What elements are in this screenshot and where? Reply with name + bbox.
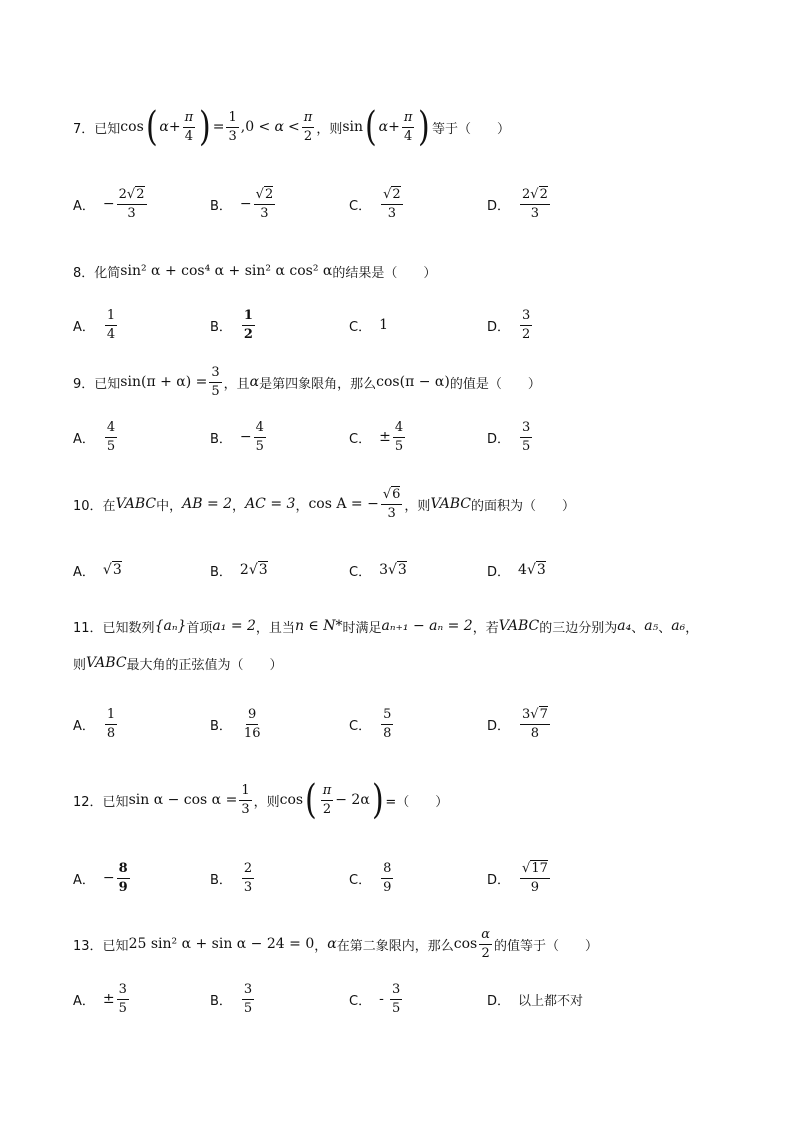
question-13-stem: 13． 已知 25 sin² α + sin α − 24 = 0 ， α 在第二象限内，那么 cos $\frac{\alpha}{2}$ 的值等于（ ） bbox=[73, 926, 598, 961]
option-c[interactable]: C． 1 bbox=[349, 317, 388, 335]
option-b[interactable]: B． $\frac{3}{5}$ bbox=[210, 981, 253, 1016]
option-d[interactable]: D． 2 √ 2 3 bbox=[487, 186, 548, 221]
question-7-stem: 7． 已知 cos ( α + $\frac{\pi}{4}$ ) = $\frac{1}{3}$ ,0 < α < $\frac{\pi}{2}$ ，则 sin ( α + $\frac{\pi}{4}$ ) 等于（ ） bbox=[73, 104, 511, 150]
question-9-stem: 9． 已知 sin(π + α) = $\frac{3}{5}$ ，且 α 是第四象限角，那么 cos(π − α) 的值是（ ） bbox=[73, 364, 541, 399]
option-a[interactable]: A． $\frac{1}{8}$ bbox=[73, 706, 116, 741]
option-c[interactable]: C． 3 √ 3 bbox=[349, 562, 407, 580]
question-9-options bbox=[73, 415, 713, 459]
option-c[interactable]: C． ± $\frac{4}{5}$ bbox=[349, 419, 404, 454]
option-d[interactable]: D． 4 √ 3 bbox=[487, 562, 546, 580]
option-b[interactable]: B． $\frac{2}{3}$ bbox=[210, 860, 253, 895]
fraction: $\frac{\pi}{4}$ bbox=[184, 109, 194, 144]
question-number: 7． bbox=[73, 121, 95, 137]
fraction: $\frac{\pi}{2}$ bbox=[303, 109, 313, 144]
option-d[interactable]: D． $\frac{3}{2}$ bbox=[487, 307, 531, 342]
question-13-options bbox=[73, 977, 713, 1021]
fraction: $\frac{\pi}{4}$ bbox=[403, 109, 413, 144]
option-d[interactable]: D． 以上都不对 bbox=[487, 993, 584, 1009]
option-a[interactable]: A． − $\frac{8}{9}$ bbox=[73, 860, 128, 895]
question-12-options bbox=[73, 856, 713, 900]
option-a[interactable]: A． $\frac{1}{4}$ bbox=[73, 307, 116, 342]
question-11-stem: 11． 已知数列 {aₙ} 首项 a₁ = 2 ，且当 n ∈ N* 时满足 aₙ₊₁ − aₙ = 2 ，若 VABC 的三边分别为 a₄ 、 a₅ 、 a₆ ， bbox=[73, 618, 699, 636]
fraction: $\frac{1}{3}$ bbox=[228, 109, 237, 144]
option-c[interactable]: C． √ 2 3 bbox=[349, 186, 401, 221]
question-11-options bbox=[73, 702, 713, 746]
option-b[interactable]: B． $\frac{9}{16}$ bbox=[210, 706, 261, 741]
question-12-stem: 12． 已知 sin α − cos α = $\frac{1}{3}$ ，则 cos ( $\frac{\pi}{2}$ − 2α ) =（ ） bbox=[73, 777, 449, 823]
option-b[interactable]: B． $\frac{1}{2}$ bbox=[210, 307, 253, 342]
option-d[interactable]: D． $\frac{3}{5}$ bbox=[487, 419, 531, 454]
option-b[interactable]: B． − √ 2 3 bbox=[210, 186, 274, 221]
option-c[interactable]: C． - $\frac{3}{5}$ bbox=[349, 981, 401, 1016]
option-b[interactable]: B． 2 √ 3 bbox=[210, 562, 268, 580]
option-d[interactable]: D． 3 √ 7 8 bbox=[487, 706, 548, 741]
question-8-stem: 8． 化简 sin² α + cos⁴ α + sin² α cos² α 的结果是（ ） bbox=[73, 263, 437, 281]
option-a[interactable]: A． √ 3 bbox=[73, 562, 122, 580]
question-8-options bbox=[73, 303, 713, 347]
option-c[interactable]: C． $\frac{8}{9}$ bbox=[349, 860, 392, 895]
question-11-stem-line2: 则 VABC 最大角的正弦值为（ ） bbox=[73, 655, 283, 673]
option-a[interactable]: A． − 2 √ 2 3 bbox=[73, 186, 145, 221]
option-b[interactable]: B． − $\frac{4}{5}$ bbox=[210, 419, 264, 454]
question-10-options bbox=[73, 548, 713, 592]
question-10-stem: 10． 在 VABC 中， AB = 2 ， AC = 3 ， cos A = − √ 6 3 ，则 VABC 的面积为（ ） bbox=[73, 486, 575, 521]
option-a[interactable]: A． ± $\frac{3}{5}$ bbox=[73, 981, 127, 1016]
question-7-options bbox=[73, 182, 713, 226]
option-a[interactable]: A． $\frac{4}{5}$ bbox=[73, 419, 116, 454]
option-d[interactable]: D． √ 17 9 bbox=[487, 860, 548, 895]
option-c[interactable]: C． $\frac{5}{8}$ bbox=[349, 706, 392, 741]
